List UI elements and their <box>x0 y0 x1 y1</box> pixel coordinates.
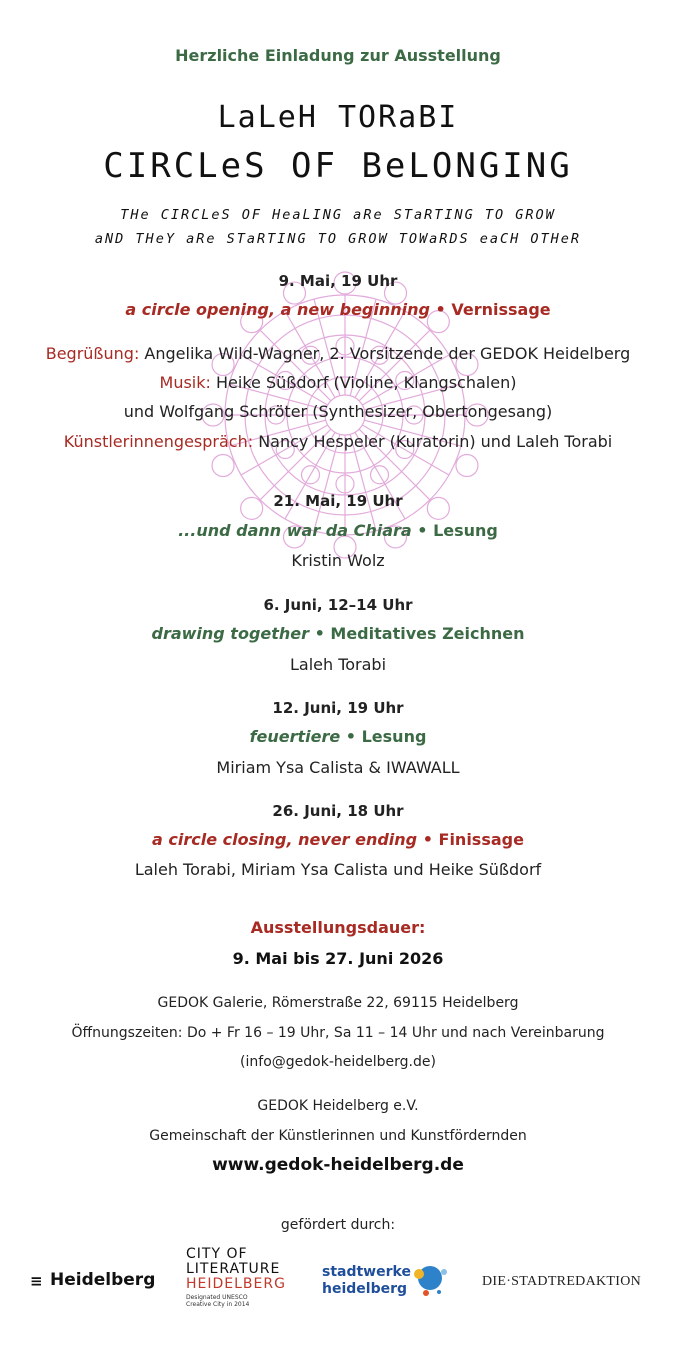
event-title-line <box>0 727 676 746</box>
contact-email[interactable]: (info@gedok-heidelberg.de) <box>240 1054 436 1070</box>
event-detail <box>0 432 676 451</box>
event-title: feuertiere <box>249 727 341 746</box>
website-link[interactable]: www.gedok-heidelberg.de <box>212 1155 464 1175</box>
detail-text: Angelika Wild-Wagner, 2. Vorsitzende der GEDOK Heidelberg <box>139 344 631 363</box>
separator: • <box>309 624 331 643</box>
stadtwerke-dots-icon <box>412 1262 456 1302</box>
subtitle-line-2: aND THeY aRe STaRTING TO GROW TOWaRDS eaCH OTHeR <box>94 231 582 247</box>
event-title: drawing together <box>151 624 310 643</box>
event-title: ...und dann war da Chiara <box>178 521 412 540</box>
separator: • <box>340 727 362 746</box>
detail-text: und Wolfgang Schröter (Synthesizer, Obertongesang) <box>123 402 553 421</box>
sw-line-1: stadtwerke <box>322 1264 411 1280</box>
venue-address: GEDOK Galerie, Römerstraße 22, 69115 Heidelberg <box>157 995 519 1011</box>
event-detail <box>0 344 676 363</box>
org-description: Gemeinschaft der Künstlerinnen und Kunstfördernden <box>149 1128 527 1144</box>
col-line-4: Designated UNESCO <box>186 1294 248 1301</box>
event-people: Miriam Ysa Calista & IWAWALL <box>216 758 460 777</box>
event-type: Vernissage <box>451 300 551 319</box>
die-stadtredaktion-logo <box>482 1248 652 1308</box>
event-date: 6. Juni, 12–14 Uhr <box>263 596 413 614</box>
event-title-line <box>0 300 676 319</box>
event-type: Finissage <box>438 830 524 849</box>
event-people: Kristin Wolz <box>291 551 385 570</box>
event-date: 9. Mai, 19 Uhr <box>278 272 398 290</box>
event-date: 26. Juni, 18 Uhr <box>272 802 404 820</box>
subtitle-line-1: THe CIRCLeS OF HeaLING aRe STaRTING TO GROW <box>120 207 556 223</box>
col-line-5: Creative City in 2014 <box>186 1301 250 1308</box>
event-detail <box>0 373 676 392</box>
separator: • <box>429 300 452 319</box>
artist-name: LaLeH TORaBI <box>217 100 459 135</box>
event-title-line <box>0 624 676 643</box>
sponsors-label: gefördert durch: <box>280 1217 396 1233</box>
detail-label: Begrüßung: <box>45 344 140 363</box>
mandala-petal <box>212 455 234 477</box>
event-date: 12. Juni, 19 Uhr <box>272 699 404 717</box>
event-type: Meditatives Zeichnen <box>330 624 525 643</box>
separator: • <box>417 830 439 849</box>
heidelberg-emblem-icon: ≡ <box>30 1272 43 1290</box>
event-people: Laleh Torabi <box>289 655 387 674</box>
stadtredaktion-text: DIE·STADTREDAKTION <box>482 1274 642 1289</box>
mandala-petal <box>456 455 478 477</box>
org-name: GEDOK Heidelberg e.V. <box>257 1098 419 1114</box>
detail-label: Künstlerinnengespräch: <box>63 432 254 451</box>
sw-line-2: heidelberg <box>322 1281 408 1297</box>
stadtwerke-logo <box>322 1248 462 1308</box>
event-title-line <box>0 830 676 849</box>
col-line-3: HEIDELBERG <box>186 1276 286 1292</box>
event-detail <box>0 402 676 421</box>
exhibition-title: CIRCLeS OF BeLONGING <box>103 146 573 186</box>
event-title-line <box>0 521 676 540</box>
col-line-1: CITY OF <box>186 1246 248 1262</box>
event-type: Lesung <box>433 521 498 540</box>
duration-label: Ausstellungsdauer: <box>250 918 426 937</box>
duration-dates: 9. Mai bis 27. Juni 2026 <box>232 949 444 968</box>
event-title: a circle opening, a new beginning <box>125 300 430 319</box>
detail-label: Musik: <box>159 373 211 392</box>
city-of-literature-logo <box>186 1247 306 1307</box>
heidelberg-logo-text: Heidelberg <box>50 1270 156 1290</box>
detail-text: Nancy Hespeler (Kuratorin) und Laleh Torabi <box>253 432 613 451</box>
opening-hours: Öffnungszeiten: Do + Fr 16 – 19 Uhr, Sa 11 – 14 Uhr und nach Vereinbarung <box>71 1025 605 1041</box>
detail-text: Heike Süßdorf (Violine, Klangschalen) <box>210 373 517 392</box>
heidelberg-logo <box>30 1248 170 1308</box>
col-line-2: LITERATURE <box>186 1261 281 1277</box>
event-date: 21. Mai, 19 Uhr <box>273 492 403 510</box>
event-type: Lesung <box>361 727 427 746</box>
separator: • <box>411 521 434 540</box>
invitation-heading: Herzliche Einladung zur Ausstellung <box>175 46 501 65</box>
event-people: Laleh Torabi, Miriam Ysa Calista und Heike Süßdorf <box>134 860 542 879</box>
event-title: a circle closing, never ending <box>152 830 418 849</box>
